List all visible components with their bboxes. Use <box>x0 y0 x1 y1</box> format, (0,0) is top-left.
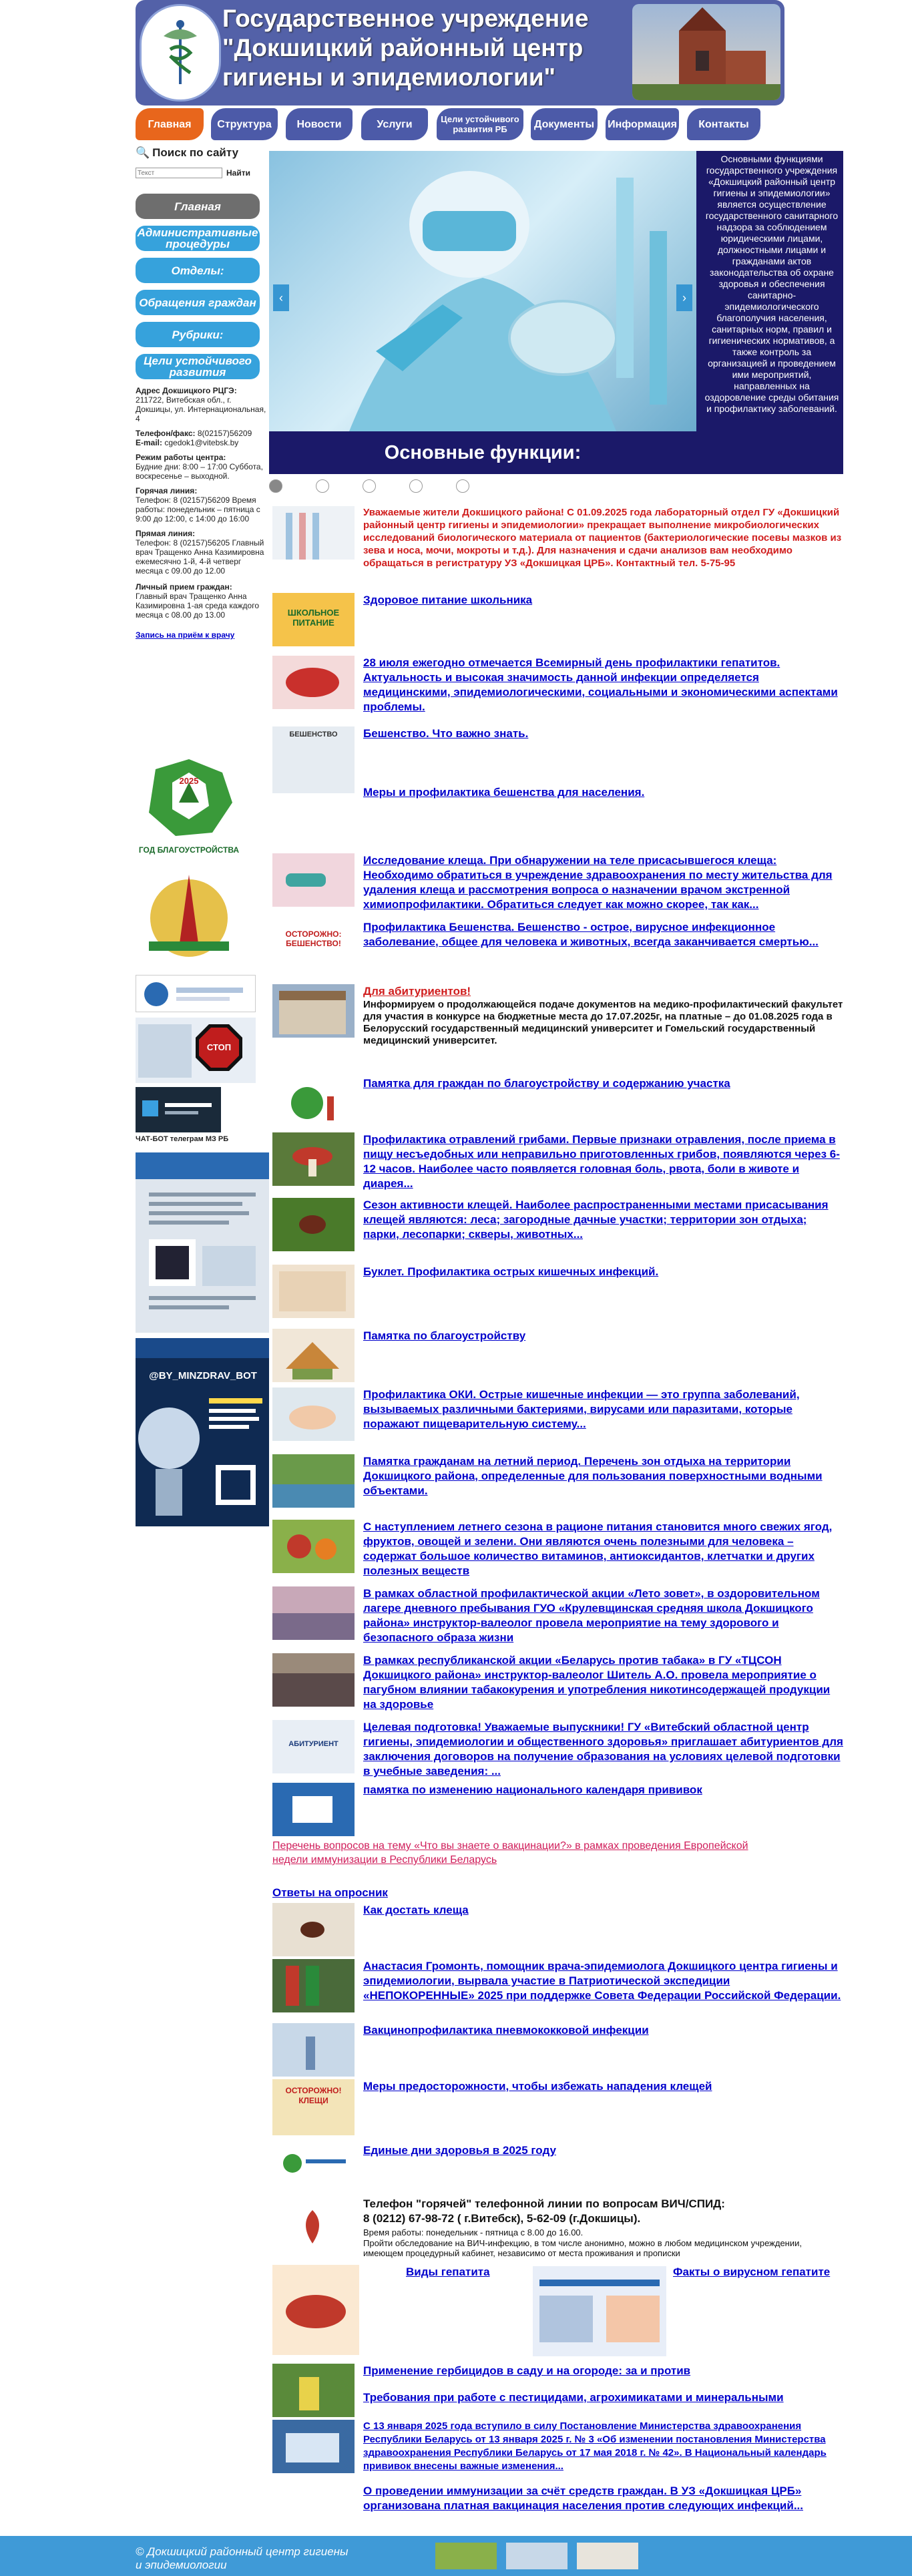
banner-stop[interactable] <box>136 1018 256 1083</box>
news-thumb-school-food-text: ШКОЛЬНОЕ ПИТАНИЕ <box>287 608 340 628</box>
footer-copyright <box>136 2545 349 2572</box>
nav-services[interactable]: Услуги <box>361 108 428 140</box>
news-link[interactable]: В рамках республиканской акции «Беларусь против табака» в ГУ «ТЦСОН Докшицкого района» инструктор-валеолог Шитель А.О. провела мероприятие о пагубном влиянии табакокурения и употребления никотинсодержащей продукции на здоровье <box>363 1654 831 1711</box>
news-thumb-rabies-warning <box>272 920 355 964</box>
news-link[interactable]: С наступлением летнего сезона в рационе питания становится много свежих ягод, фруктов, овощей и зелени. Они являются очень полезными для человека – содержат большое количество витаминов, антиоксидантов, клетчатки и других полезных веществ <box>363 1520 833 1577</box>
sidebar-departments-button[interactable]: Отделы: <box>136 258 260 283</box>
news-thumb-vaccination-calendar <box>272 2420 355 2473</box>
news-applicants-title[interactable]: Для абитуриентов! <box>363 985 471 998</box>
personal-reception-text: Главный врач Тращенко Анна Казимировна 1-ая среда каждого месяца с 08.00 до 13.00 <box>136 592 259 620</box>
chatbot-caption-text: ЧАТ-БОТ телеграм МЗ РБ <box>136 1135 229 1143</box>
news-link[interactable]: Как достать клеща <box>363 1904 469 1916</box>
news-thumb-rabies <box>272 726 355 793</box>
news-thumb-school-food <box>272 593 355 646</box>
hepatitis-facts-image <box>533 2266 666 2356</box>
emblem-logo <box>140 4 221 101</box>
news-link[interactable]: Исследование клеща. При обнаружении на теле присасывшегося клеща: Необходимо обратиться в учреждение здравоохранения по месту жительства для удаления клеща и рассмотрения вопроса о назначении врачом экстренной химиопрофилактики. Обратиться следует как можно скорее, так как... <box>363 854 833 911</box>
nav-home[interactable]: Главная <box>136 108 204 140</box>
site-header <box>136 0 784 105</box>
banner-memorial[interactable] <box>136 868 242 961</box>
news-lab-notice-text: Уважаемые жители Докшицкого района! С 01.09.2025 года лабораторный отдел ГУ «Докшицкий районный центр гигиены и эпидемиологии» прекращает выполнение микробиологических исследований биологического материала от пациентов (бактериологические посевы мазков из зева и носа, мочи, мокроты и т.д.). Для назначения и сдачи анализов вам необходимо обращаться в регистратуру УЗ «Докшицкая ЦРБ». Контактный тел. 5-75-95 <box>363 507 842 569</box>
vaccine-questions-link[interactable]: Перечень вопросов на тему «Что вы знаете о вакцинации?» в рамках проведения Европейской недели иммунизации в Республики Беларусь <box>272 1840 748 1866</box>
hotline-label: Горячая линия: <box>136 486 198 495</box>
footer-line1: © Докшицкий районный центр гигиены <box>136 2545 349 2558</box>
news-link[interactable]: Бешенство. Что важно знать. <box>363 727 529 740</box>
hepatitis-types-image <box>272 2265 359 2355</box>
personal-reception-label: Личный прием граждан: <box>136 582 232 592</box>
hiv-hours: Время работы: понедельник - пятница с 8.00 до 16.00. <box>363 2227 584 2237</box>
news-link[interactable]: В рамках областной профилактической акции «Лето зовет», в оздоровительном лагере дневного пребывания ГУО «Крулевщинская средняя школа Докшицкого района» инструктор-валеолог провела мероприятие на тему здорового и безопасного образа жизни <box>363 1587 820 1644</box>
news-thumb-summer-camp <box>272 1586 355 1640</box>
phone-label: Телефон/факс: <box>136 429 196 438</box>
nav-information[interactable]: Информация <box>606 108 679 140</box>
nav-documents[interactable]: Документы <box>531 108 598 140</box>
news-thumb-tick-removal <box>272 1903 355 1956</box>
slider-dot-2[interactable] <box>316 479 329 493</box>
phone-value: 8(02157)56209 <box>197 429 252 438</box>
news-link[interactable]: Требования при работе с пестицидами, агрохимикатами и минеральными <box>363 2391 784 2404</box>
site-title <box>222 4 589 92</box>
sidebar-appeals-button[interactable]: Обращения граждан <box>136 290 260 315</box>
news-thumb-garden <box>280 1076 355 1124</box>
work-mode-label: Режим работы центра: <box>136 453 226 462</box>
email-value[interactable]: cgedok1@vitebsk.by <box>164 438 239 447</box>
answers-block <box>272 1886 847 1902</box>
slider-dot-5[interactable] <box>456 479 469 493</box>
nav-contacts[interactable]: Контакты <box>687 108 760 140</box>
news-thumb-applicant <box>272 1720 355 1773</box>
news-link[interactable]: Здоровое питание школьника <box>363 594 533 606</box>
news-applicants-text: Информируем о продолжающейся подаче документов на медико-профилактический факультет для участия в конкурсе на бюджетные места до 17.07.2025г, на платные – до 01.08.2025 года в Белорусский государственный медицинский университет и Гомельский государственный медицинский университет. <box>363 999 843 1046</box>
news-link[interactable]: Меры предосторожности, чтобы избежать нападения клещей <box>363 2080 712 2093</box>
work-mode-text: Будние дни: 8:00 – 17:00 Суббота, воскресенье – выходной. <box>136 462 263 481</box>
news-link[interactable]: Памятка гражданам на летний период. Перечень зон отдыха на территории Докшицкого района, определенные для пользования поверхностными водными объектами. <box>363 1455 823 1497</box>
news-thumb-improvement <box>272 1329 355 1382</box>
news-thumb-rabies-warning-text: ОСТОРОЖНО: БЕШЕНСТВО! <box>285 929 342 948</box>
news-thumb-liver <box>272 656 355 709</box>
news-thumb-rabies-text: БЕШЕНСТВО <box>289 730 338 738</box>
slider-dots <box>269 479 536 495</box>
news-thumb-hiv <box>272 2197 355 2264</box>
hiv-title: Телефон "горячей" телефонной линии по вопросам ВИЧ/СПИД: <box>363 2197 725 2210</box>
address-label: Адрес Докшицкого РЦГЭ: <box>136 386 237 395</box>
main-slider <box>269 151 843 474</box>
news-link[interactable]: С 13 января 2025 года вступило в силу Постановление Министерства здравоохранения Республики Беларусь от 13 января 2025 г. № 3 «Об изменении постановления Министерства здравоохранения Республики Беларусь от 17 мая 2018 г. № 42». В Национальный календарь прививок внесены важные изменения... <box>363 2420 827 2472</box>
footer-banner-1[interactable] <box>435 2543 497 2569</box>
news-thumb-applicant-text: АБИТУРИЕНТ <box>288 1740 338 1748</box>
answers-title-link[interactable]: Ответы на опросник <box>272 1886 388 1899</box>
news-thumb-handwash <box>272 1387 355 1441</box>
sidebar-home-button[interactable]: Главная <box>136 194 260 219</box>
news-link[interactable]: Сезон активности клещей. Наиболее распространенными местами присасывания клещей являются: леса; загородные дачные участки; территории зон отдыха; парки, лесопарки; скверы, животных... <box>363 1199 829 1241</box>
news-thumb-pneumococcal <box>272 2023 355 2077</box>
search-input[interactable] <box>136 168 222 178</box>
slider-dot-1[interactable] <box>269 479 282 493</box>
news-link[interactable]: Памятка по благоустройству <box>363 1329 526 1342</box>
email-label: E-mail: <box>136 438 163 447</box>
slider-caption: Основные функции: <box>269 431 696 474</box>
news-thumb-ticks-warning-text: ОСТОРОЖНО! КЛЕЩИ <box>285 2086 342 2105</box>
news-thumb-university <box>272 984 355 1038</box>
slider-dot-3[interactable] <box>363 479 376 493</box>
news-link[interactable]: Анастасия Громонть, помощник врача-эпидемиолога Докшицкого центра гигиены и эпидемиологии, вырвала участие в Патриотической экспедиции «НЕПОКОРЕННЫЕ» 2025 при поддержке Совета Федерации Российской Федерации. <box>363 1960 841 2002</box>
news-thumb-mushrooms <box>272 1132 355 1186</box>
news-thumb-vaccine-calendar <box>272 1783 355 1836</box>
banner-minzdrav-bot[interactable] <box>136 1338 269 1526</box>
sidebar-sustainable-goals-button[interactable]: Цели устойчивого развития <box>136 354 260 379</box>
news-thumb-lake <box>272 1454 355 1508</box>
news-thumb-vegetables <box>272 1520 355 1573</box>
search-row <box>136 166 269 180</box>
search-title: Поиск по сайту <box>152 146 239 159</box>
footer-banner-2[interactable] <box>506 2543 567 2569</box>
belarus-map-icon <box>136 756 242 843</box>
news-thumb-health-days <box>272 2143 355 2197</box>
banner-youth-belarus[interactable] <box>136 1087 221 1132</box>
news-link[interactable]: Памятка для граждан по благоустройству и содержанию участка <box>363 1077 730 1090</box>
direct-line-label: Прямая линия: <box>136 529 196 538</box>
nav-sustainable-goals[interactable]: Цели устойчивого развития РБ <box>437 108 523 140</box>
address-text: 211722, Витебская обл., г. Докшицы, ул. Интернациональная, 4 <box>136 395 266 423</box>
slider-next-button[interactable]: › <box>676 284 692 311</box>
direct-line-text: Телефон: 8 (02157)56205 Главный врач Тращенко Анна Казимировна ежемесячно 1-й, 4-й четверг месяца с 09.00 до 12.00 <box>136 538 264 576</box>
minzdrav-bot-handle: @BY_MINZDRAV_BOT <box>149 1370 257 1381</box>
vaccine-questions-block <box>272 1839 847 1871</box>
caduceus-icon <box>150 16 210 89</box>
banner-health-portal[interactable] <box>136 975 256 1012</box>
hiv-hotline-block <box>272 2197 847 2264</box>
news-thumb-tick-check <box>272 853 355 907</box>
news-thumb-expedition <box>272 1959 355 2012</box>
slider-photo <box>269 151 696 474</box>
sidebar-rubrics-button[interactable]: Рубрики: <box>136 322 260 347</box>
hepatitis-facts-link[interactable]: Факты о вирусном гепатите <box>673 2266 831 2278</box>
slider-dot-4[interactable] <box>409 479 423 493</box>
news-thumb-ticks-warning <box>272 2079 355 2135</box>
news-thumb-test-tubes <box>272 506 355 560</box>
footer-line2: и эпидемиологии <box>136 2559 227 2571</box>
site-footer <box>0 2536 912 2576</box>
news-link[interactable]: Единые дни здоровья в 2025 году <box>363 2144 556 2157</box>
nav-news[interactable]: Новости <box>286 108 353 140</box>
news-link[interactable]: Профилактика отравлений грибами. Первые признаки отравления, после приема в пищу несъедобных или неправильно приготовленных грибов, появляются через 6-12 часов. Наиболее часто появляется головная боль, рвота, боли в животе и диарея... <box>363 1133 840 1190</box>
news-thumb-booklet <box>272 1265 355 1318</box>
site-title-line2: "Докшицкий районный центр <box>222 34 584 61</box>
news-link[interactable]: Профилактика ОКИ. Острые кишечные инфекции — это группа заболеваний, вызываемых различными бактериями, вирусами или паразитами, которые поражают пищеварительную систему... <box>363 1388 800 1430</box>
news-link[interactable]: Целевая подготовка! Уважаемые выпускники! ГУ «Витебский областной центр гигиены, эпидемиологии и общественного здоровья» приглашает абитуриентов для заключения договоров на получение образования на условиях целевой подготовки в учебные заведения: ... <box>363 1721 843 1777</box>
nav-structure[interactable]: Структура <box>211 108 278 140</box>
news-link[interactable]: Применение гербицидов в саду и на огороде: за и против <box>363 2364 691 2377</box>
search-button[interactable]: Найти <box>226 168 250 178</box>
hotline-text: Телефон: 8 (02157)56209 Время работы: понедельник – пятница с 9:00 до 12:00, с 14:00 до 16:00 <box>136 495 260 523</box>
banner-year-caption: ГОД БЛАГОУСТРОЙСТВА <box>138 845 240 855</box>
slider-side-text: Основными функциями государственного учреждения «Докшицкий районный центр гигиены и эпидемиологии» является осуществление государственного санитарного надзора за соблюдением юридическими лицами, должностными лицами и гражданами актов законодательства об охране здоровья и обеспечения санитарно-эпидемиологического благополучия населения, санитарных норм, правил и гигиенических нормативов, а также контроль за организацией и проведением ими мероприятий, направленных на оздоровление среды обитания и профилактику заболеваний. <box>704 154 839 414</box>
news-link[interactable]: О проведении иммунизации за счёт средств граждан. В УЗ «Докшицкая ЦРБ» организована платная вакцинация населения против следующих инфекций... <box>363 2485 803 2512</box>
search-heading <box>136 144 269 162</box>
site-title-line3: гигиены и эпидемиологии" <box>222 63 556 91</box>
hepatitis-block <box>272 2265 847 2358</box>
footer-banner-3[interactable] <box>577 2543 638 2569</box>
news-link[interactable]: памятка по изменению национального календаря прививок <box>363 1783 702 1796</box>
sidebar <box>136 144 269 640</box>
banner-year-number: 2025 <box>179 776 199 786</box>
appointment-link[interactable]: Запись на приём к врачу <box>136 630 235 640</box>
hepatitis-types-link[interactable]: Виды гепатита <box>406 2266 490 2278</box>
hiv-note: Пройти обследование на ВИЧ-инфекцию, в том числе анонимно, можно в любом медицинском учреждении, имеющем процедурный кабинет, независимо от места проживания и прописки <box>363 2238 802 2258</box>
news-link[interactable]: 28 июля ежегодно отмечается Всемирный день профилактики гепатитов. Актуальность и высокая значимость данной инфекции определяется медицинскими, эпидемиологическими, социальными и экономическими аспектами проблемы. <box>363 656 838 713</box>
search-icon: 🔍 <box>136 146 150 159</box>
chatbot-caption <box>136 1135 269 1151</box>
address-block <box>136 386 269 640</box>
news-thumb-anti-tobacco <box>272 1653 355 1707</box>
banner-stop-label: СТОП <box>206 1042 232 1052</box>
sidebar-admin-procedures-button[interactable]: Административные процедуры <box>136 226 260 251</box>
news-link[interactable]: Профилактика Бешенства. Бешенство - острое, вирусное инфекционное заболевание, общее для человека и животных, всегда заканчивается смертью... <box>363 921 819 948</box>
church-photo <box>632 4 780 100</box>
news-link[interactable]: Меры и профилактика бешенства для населения. <box>363 786 645 799</box>
news-thumb-tick <box>272 1198 355 1251</box>
hiv-phones: 8 (0212) 67-98-72 ( г.Витебск), 5-62-09 (г.Докшицы). <box>363 2212 641 2225</box>
site-title-line1: Государственное учреждение <box>222 5 589 32</box>
main-nav <box>136 105 784 144</box>
banner-year-of-improvement[interactable] <box>136 756 242 857</box>
slider-prev-button[interactable]: ‹ <box>273 284 289 311</box>
news-thumb-herbicides <box>272 2364 355 2417</box>
news-link[interactable]: Буклет. Профилактика острых кишечных инфекций. <box>363 1265 659 1278</box>
banner-chatbot-info[interactable] <box>136 1152 269 1333</box>
news-link[interactable]: Вакцинопрофилактика пневмококковой инфекции <box>363 2024 649 2036</box>
